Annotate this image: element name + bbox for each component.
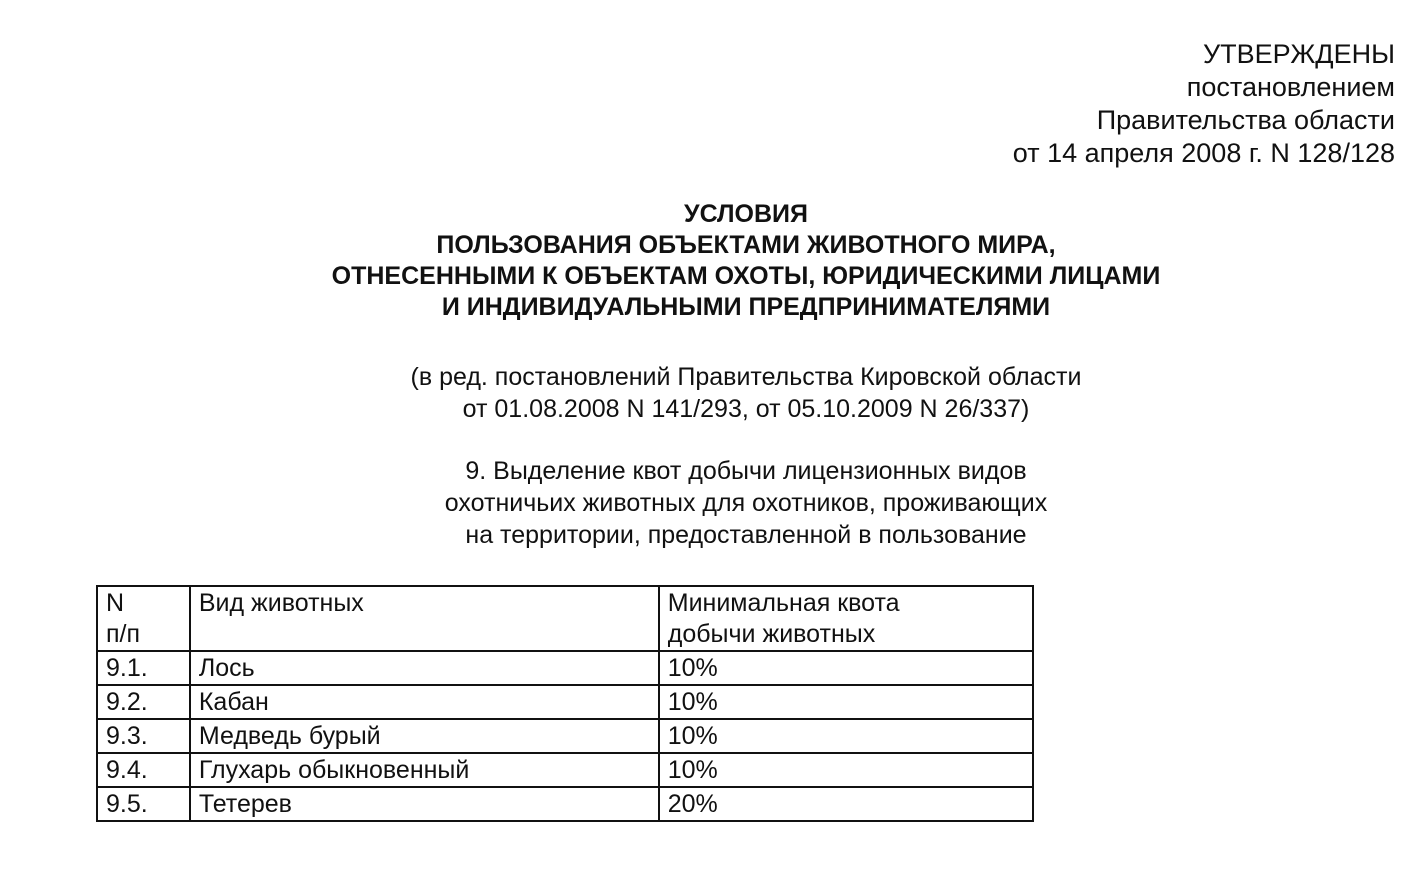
cell-quota: 10%: [659, 753, 1033, 787]
header-quota: [659, 586, 1033, 651]
section-line: на территории, предоставленной в пользование: [465, 521, 1027, 549]
approval-line: от 14 апреля 2008 г. N 128/128: [1012, 138, 1395, 168]
cell-species: Медведь бурый: [190, 719, 659, 753]
approval-line: постановлением: [1186, 72, 1395, 102]
section-line: 9. Выделение квот добычи лицензионных видов: [465, 457, 1027, 485]
edition-line: от 01.08.2008 N 141/293, от 05.10.2009 N 26/337): [462, 395, 1030, 423]
table-row: [97, 651, 1033, 685]
table-row: [97, 753, 1033, 787]
quota-table: [96, 585, 1034, 822]
cell-quota: 10%: [659, 651, 1033, 685]
header-num-line: п/п: [106, 620, 141, 648]
document-title: [0, 199, 1417, 323]
cell-num: 9.3.: [97, 719, 190, 753]
table-row: [97, 787, 1033, 821]
cell-quota: 20%: [659, 787, 1033, 821]
title-line: ОТНЕСЕННЫМИ К ОБЪЕКТАМ ОХОТЫ, ЮРИДИЧЕСКИМИ ЛИЦАМИ: [331, 262, 1161, 290]
section-heading: [0, 455, 1417, 551]
header-num: [97, 586, 190, 651]
cell-num: 9.1.: [97, 651, 190, 685]
header-quota-line: добычи животных: [667, 620, 876, 648]
section-line: охотничьих животных для охотников, проживающих: [444, 489, 1048, 517]
cell-species: Лось: [190, 651, 659, 685]
cell-num: 9.2.: [97, 685, 190, 719]
header-num-line: N: [106, 589, 125, 617]
cell-species: Глухарь обыкновенный: [190, 753, 659, 787]
table-header-row: [97, 586, 1033, 651]
title-line: ПОЛЬЗОВАНИЯ ОБЪЕКТАМИ ЖИВОТНОГО МИРА,: [436, 231, 1056, 259]
approval-line: УТВЕРЖДЕНЫ: [1203, 39, 1395, 69]
approval-stamp: [1013, 38, 1395, 170]
cell-quota: 10%: [659, 685, 1033, 719]
cell-species: Тетерев: [190, 787, 659, 821]
cell-num: 9.4.: [97, 753, 190, 787]
header-species: Вид животных: [190, 586, 659, 651]
table-row: [97, 685, 1033, 719]
cell-quota: 10%: [659, 719, 1033, 753]
cell-num: 9.5.: [97, 787, 190, 821]
header-quota-line: Минимальная квота: [667, 589, 900, 617]
title-line: И ИНДИВИДУАЛЬНЫМИ ПРЕДПРИНИМАТЕЛЯМИ: [441, 293, 1051, 321]
edition-line: (в ред. постановлений Правительства Кировской области: [410, 363, 1082, 391]
edition-note: [0, 361, 1417, 425]
title-line: УСЛОВИЯ: [684, 200, 808, 228]
table-row: [97, 719, 1033, 753]
approval-line: Правительства области: [1096, 105, 1395, 135]
cell-species: Кабан: [190, 685, 659, 719]
